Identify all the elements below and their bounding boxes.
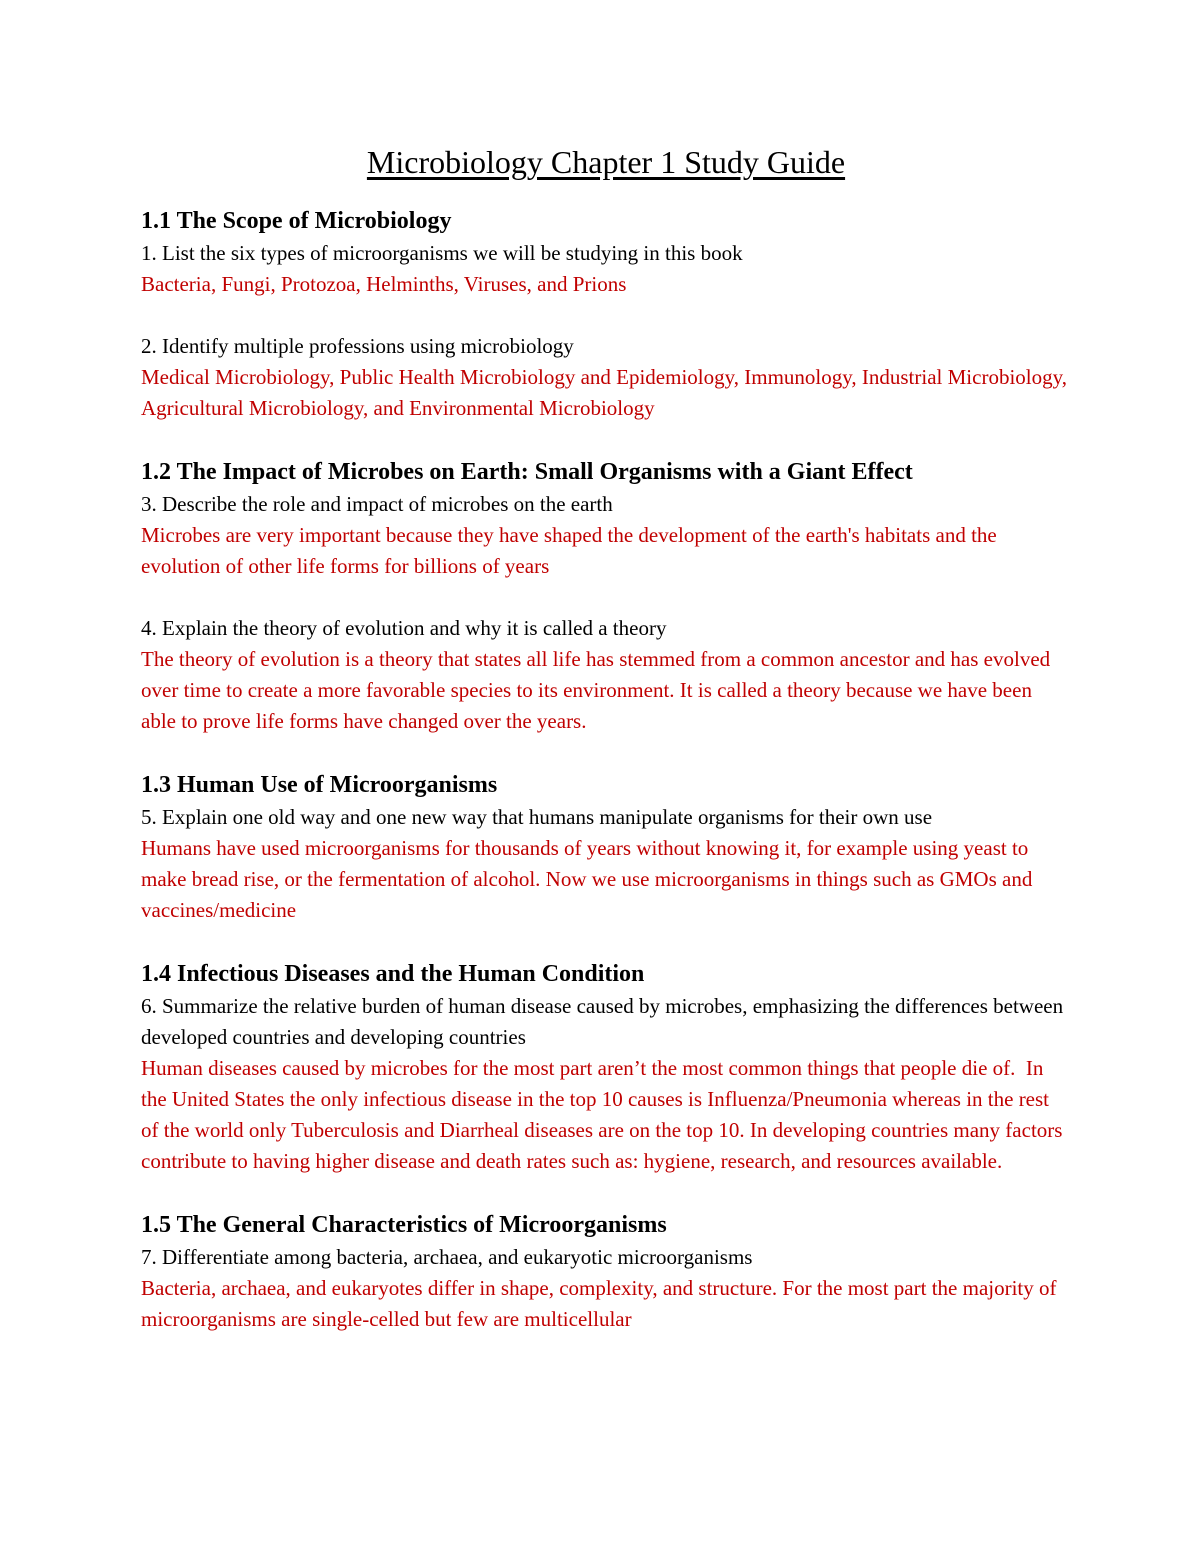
answer-text: Bacteria, archaea, and eukaryotes differ in shape, complexity, and structure. For the most part the majority of microorganisms are single-celled but few are multicellular — [141, 1276, 1062, 1331]
section-heading: 1.2 The Impact of Microbes on Earth: Small Organisms with a Giant Effect — [141, 459, 913, 485]
question-block-3 — [141, 489, 1071, 582]
question-text: 1. List the six types of microorganisms we will be studying in this book — [141, 241, 743, 265]
question-block-6 — [141, 991, 1071, 1177]
answer-text: Humans have used microorganisms for thousands of years without knowing it, for example using yeast to make bread rise, or the fermentation of alcohol. Now we use microorganisms in things such as GMOs and vaccines/medicine — [141, 836, 1038, 922]
question-block-5 — [141, 802, 1071, 926]
question-block-4 — [141, 613, 1071, 737]
question-text: 5. Explain one old way and one new way that humans manipulate organisms for their own use — [141, 805, 933, 829]
question-block-2 — [141, 331, 1071, 424]
section-heading: 1.4 Infectious Diseases and the Human Condition — [141, 961, 645, 987]
section-1-1 — [141, 204, 1071, 424]
section-heading: 1.5 The General Characteristics of Microorganisms — [141, 1212, 667, 1238]
question-block-1 — [141, 238, 1071, 300]
answer-text: Microbes are very important because they have shaped the development of the earth's habitats and the evolution of other life forms for billions of years — [141, 523, 1002, 578]
question-block-7 — [141, 1242, 1071, 1335]
section-heading: 1.3 Human Use of Microorganisms — [141, 772, 498, 798]
question-text: 2. Identify multiple professions using microbiology — [141, 334, 574, 358]
question-text: 3. Describe the role and impact of microbes on the earth — [141, 492, 613, 516]
answer-text: The theory of evolution is a theory that states all life has stemmed from a common ancestor and has evolved over time to create a more favorable species to its environment. It is called a theory because we have been able to prove life forms have changed over the years. — [141, 647, 1056, 733]
answer-text: Human diseases caused by microbes for the most part aren’t the most common things that people die of. In the United States the only infectious disease in the top 10 causes is Influenza/Pneumonia whereas in the rest of the world only Tuberculosis and Diarrheal diseases are on the top 10. In developing countries many factors contribute to having higher disease and death rates such as: hygiene, research, and resources available. — [141, 1056, 1068, 1173]
section-1-2 — [141, 455, 1071, 737]
document-title: Microbiology Chapter 1 Study Guide — [366, 144, 846, 180]
question-text: 4. Explain the theory of evolution and why it is called a theory — [141, 616, 667, 640]
section-1-4 — [141, 957, 1071, 1177]
answer-text: Medical Microbiology, Public Health Microbiology and Epidemiology, Immunology, Industrial Microbiology, Agricultural Microbiology, and Environmental Microbiology — [141, 365, 1072, 420]
document-page — [141, 140, 1071, 1366]
question-text: 7. Differentiate among bacteria, archaea, and eukaryotic microorganisms — [141, 1245, 753, 1269]
section-heading: 1.1 The Scope of Microbiology — [141, 208, 452, 234]
question-text: 6. Summarize the relative burden of human disease caused by microbes, emphasizing the differences between developed countries and developing countries — [141, 994, 1069, 1049]
section-1-3 — [141, 768, 1071, 926]
answer-text: Bacteria, Fungi, Protozoa, Helminths, Viruses, and Prions — [141, 272, 627, 296]
section-1-5 — [141, 1208, 1071, 1335]
